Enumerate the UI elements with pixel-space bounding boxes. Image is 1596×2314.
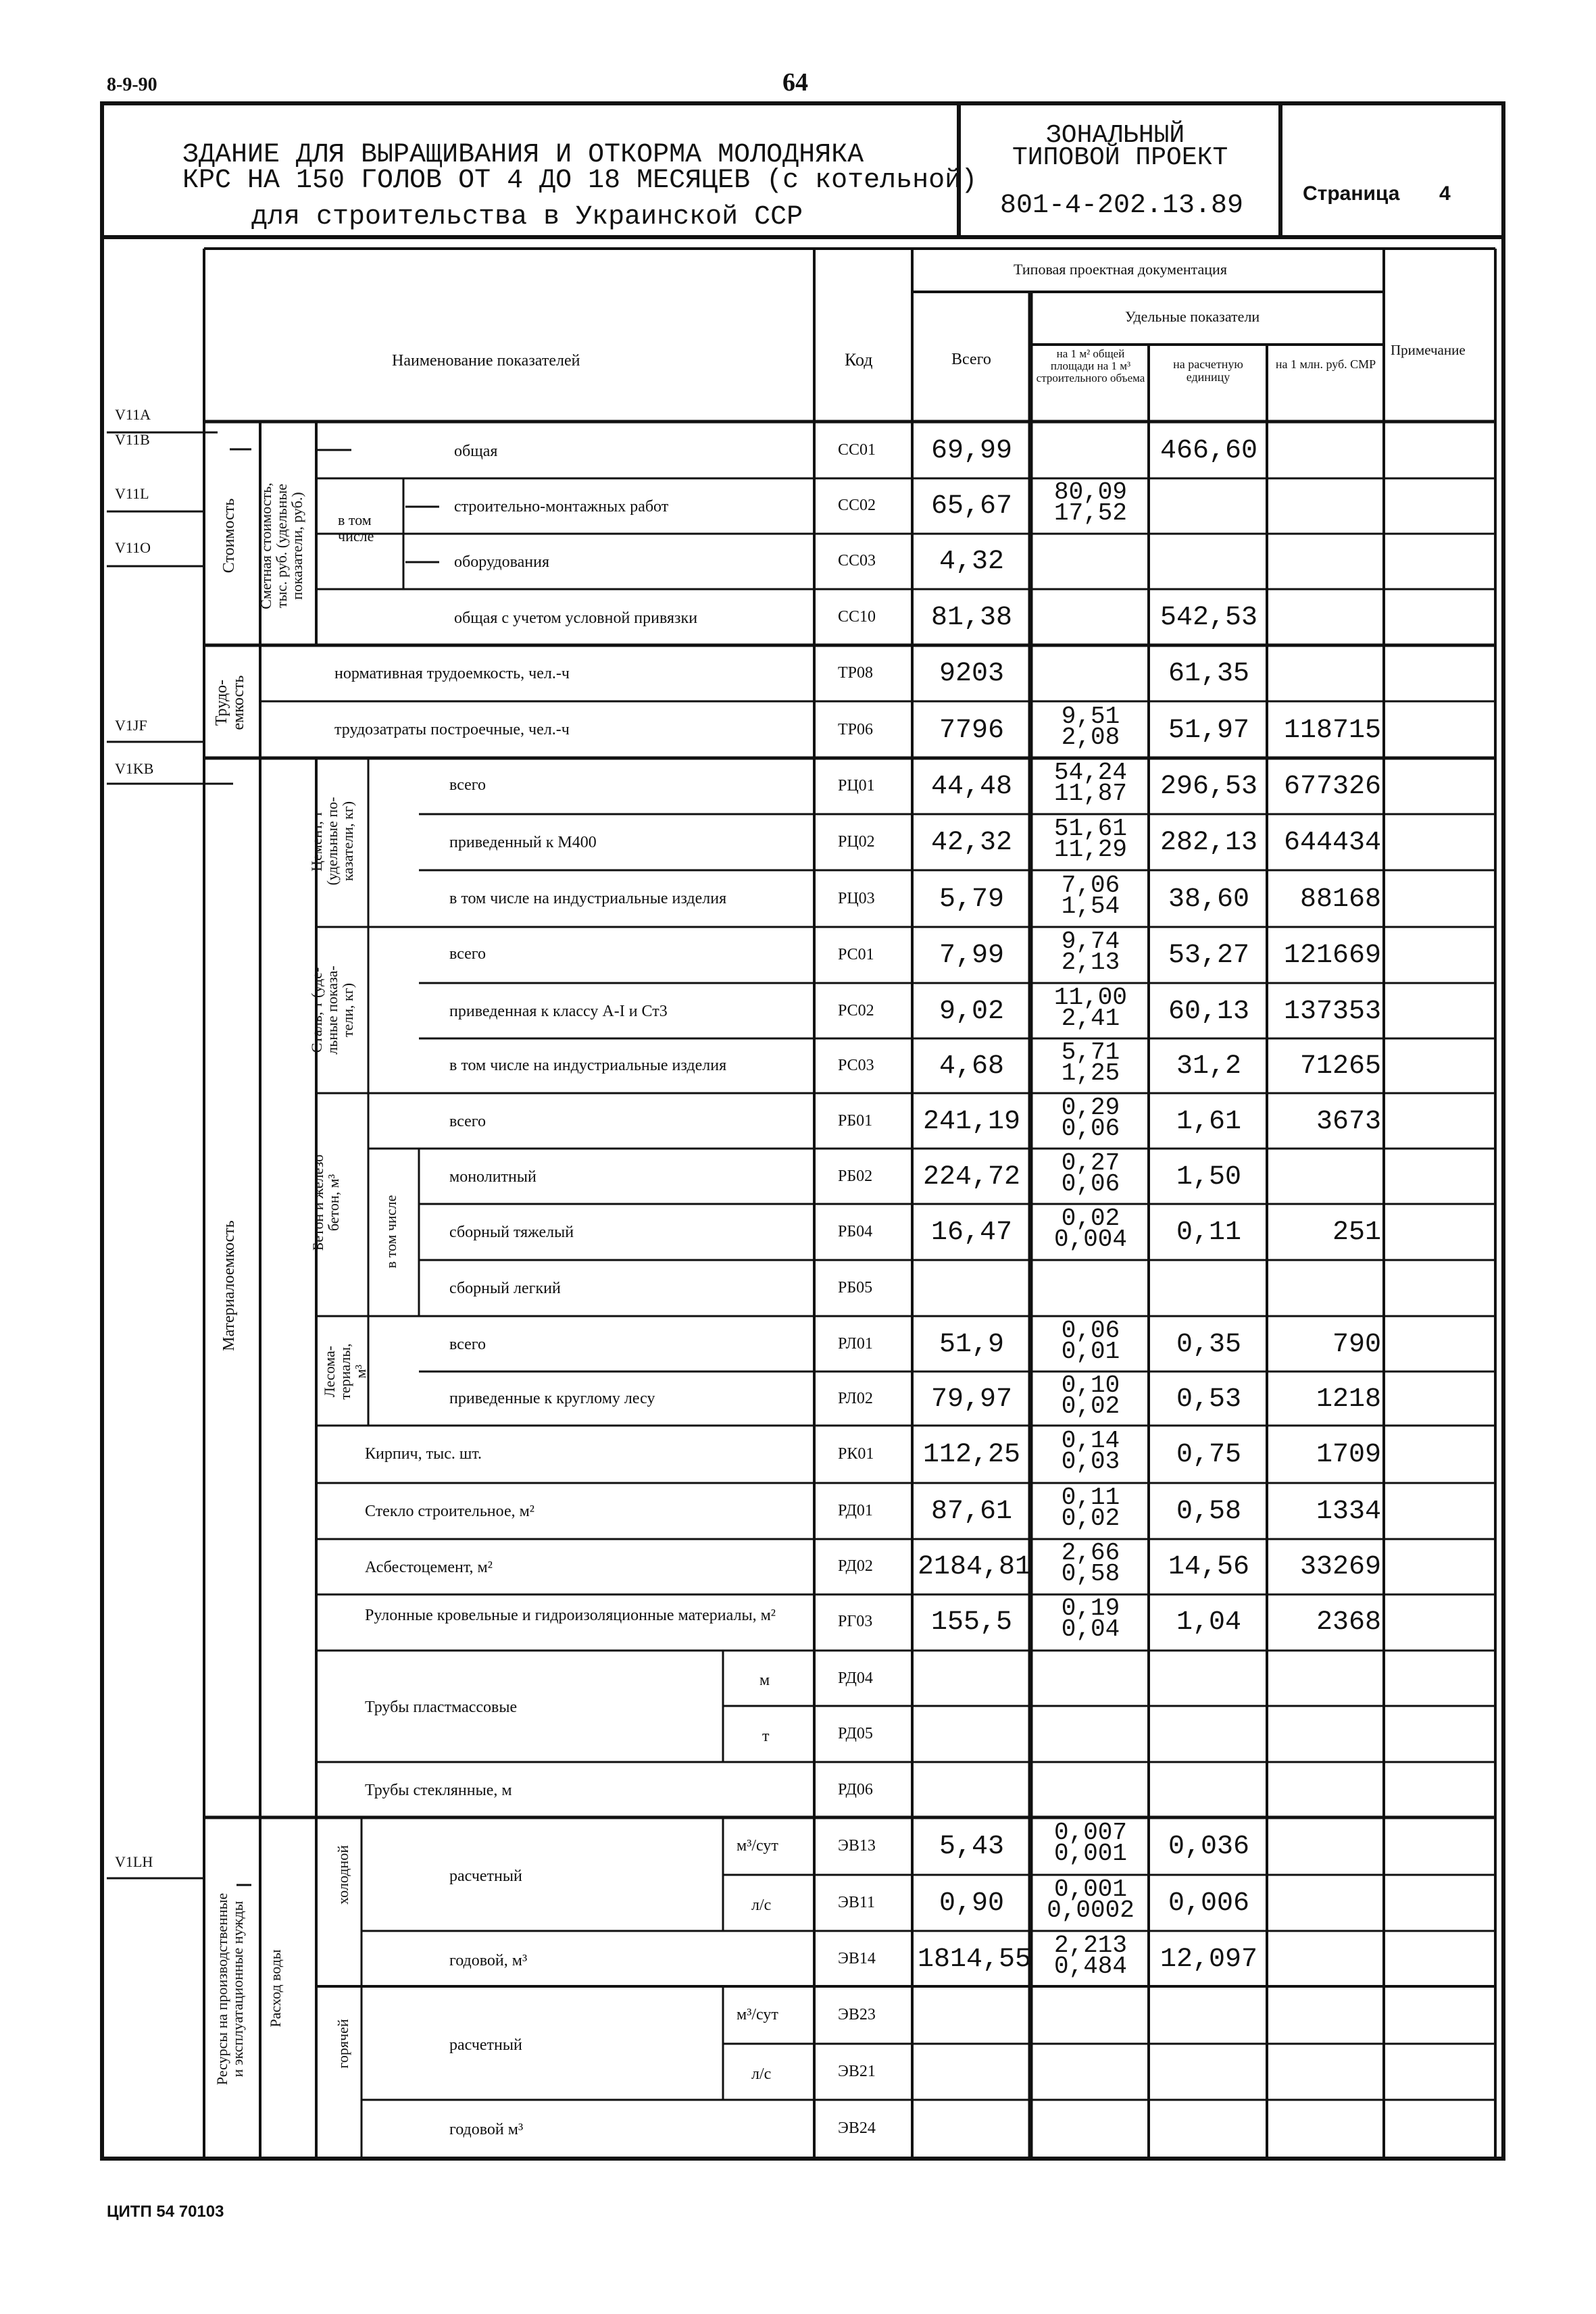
- value-per-m2-volume: 0,02: [1061, 1392, 1120, 1420]
- value-per-m2-volume: 0,06: [1061, 1169, 1120, 1198]
- value-per-mln: 644434: [1283, 828, 1381, 858]
- header-code: Код: [845, 350, 873, 370]
- row-code: ЭВ24: [838, 2119, 876, 2137]
- value-per-m2-area: 9,74: [1061, 928, 1120, 955]
- row-name: всего: [449, 945, 487, 963]
- row-code: СС03: [838, 552, 876, 570]
- value-per-mln: 2368: [1316, 1607, 1381, 1638]
- group-labor: Трудо- емкость: [213, 675, 248, 730]
- value-per-unit: 466,60: [1159, 436, 1258, 466]
- value-per-m2-volume: 2,08: [1061, 723, 1120, 751]
- row-code: РГ03: [838, 1613, 873, 1630]
- margin-code: V11B: [115, 431, 150, 448]
- project-code: 801-4-202.13.89: [1000, 191, 1244, 221]
- value-per-mln: 1334: [1316, 1496, 1381, 1527]
- group-resources: Ресурсы на производственные и эксплуатационные нужды: [214, 1892, 247, 2086]
- value-per-unit: 1,61: [1176, 1107, 1241, 1137]
- value-per-m2-area: 0,27: [1061, 1149, 1120, 1177]
- value-per-m2: [1032, 1876, 1149, 1924]
- row-name: приведенный к М400: [449, 834, 597, 851]
- value-per-m2-volume: 0,06: [1061, 1114, 1120, 1142]
- value-per-m2-volume: 17,52: [1053, 499, 1128, 527]
- value-per-m2-volume: 2,13: [1061, 948, 1120, 976]
- value-per-mln: 677326: [1283, 772, 1381, 802]
- value-per-m2-area: 11,00: [1053, 984, 1128, 1011]
- row-name: расчетный: [449, 2036, 522, 2054]
- row-code: СС10: [838, 608, 876, 626]
- row-code: ТР06: [838, 721, 874, 738]
- value-per-m2: [1032, 1539, 1149, 1588]
- value-per-m2: [1032, 703, 1149, 751]
- value-per-unit: 1,04: [1176, 1607, 1241, 1638]
- value-per-m2: [1032, 1484, 1149, 1532]
- row-name: оборудования: [454, 553, 549, 571]
- header-specific: Удельные показатели: [1125, 308, 1260, 325]
- row-code: РД05: [838, 1725, 873, 1742]
- row-code: РД04: [838, 1669, 873, 1687]
- value-per-m2-volume: 2,41: [1061, 1004, 1120, 1032]
- row-name: расчетный: [449, 1867, 522, 1885]
- row-code: ЭВ23: [838, 2006, 876, 2023]
- value-per-mln: 137353: [1283, 997, 1381, 1027]
- value-per-m2-area: 0,14: [1061, 1427, 1120, 1455]
- value-per-unit: 12,097: [1159, 1944, 1258, 1975]
- value-per-unit: 0,53: [1176, 1384, 1241, 1415]
- row-code: РБ04: [838, 1223, 873, 1240]
- header-per-unit: на расчетную единицу: [1173, 357, 1243, 384]
- value-per-m2: [1032, 1149, 1149, 1198]
- row-name: Асбестоцемент, м²: [365, 1559, 493, 1576]
- row-code: РЦ03: [838, 890, 875, 907]
- group-concrete-incl: в том числе: [382, 1194, 399, 1269]
- value-per-m2-area: 0,001: [1053, 1876, 1128, 1903]
- row-code: РБ02: [838, 1167, 873, 1185]
- row-name: трудозатраты построечные, чел.-ч: [334, 721, 570, 738]
- value-per-unit: 296,53: [1159, 772, 1258, 802]
- group-hot: горячей: [334, 2019, 351, 2069]
- row-name: всего: [449, 1113, 487, 1130]
- row-name: приведенные к круглому лесу: [449, 1390, 655, 1407]
- row-code: РД02: [838, 1557, 873, 1575]
- row-name: всего: [449, 776, 487, 794]
- value-per-mln: 118715: [1283, 715, 1381, 746]
- value-per-unit: 0,006: [1168, 1888, 1250, 1919]
- margin-code: V11A: [115, 406, 151, 423]
- row-name: всего: [449, 1336, 487, 1353]
- header-typical-docs: Типовая проектная документация: [1014, 261, 1227, 278]
- value-per-mln: 251: [1332, 1217, 1381, 1248]
- group-timber: Лесома- териалы, м³: [321, 1343, 370, 1400]
- value-per-m2-volume: 0,03: [1061, 1447, 1120, 1476]
- row-name: общая: [454, 443, 498, 460]
- value-per-m2: [1032, 1594, 1149, 1643]
- header-per-m2: на 1 м² общей площади на 1 м³ строительного объема: [1036, 347, 1145, 384]
- value-per-m2: [1032, 1038, 1149, 1087]
- header-note: Примечание: [1391, 342, 1466, 358]
- value-per-m2-volume: 0,0002: [1047, 1896, 1134, 1924]
- value-per-m2-volume: 1,54: [1061, 892, 1120, 920]
- value-total: 51,9: [939, 1330, 1004, 1360]
- value-per-m2-volume: 0,001: [1053, 1839, 1128, 1867]
- value-per-m2: [1032, 1094, 1149, 1142]
- value-total: 42,32: [930, 828, 1013, 858]
- title-line-2: КРС НА 150 ГОЛОВ ОТ 4 ДО 18 МЕСЯЦЕВ (с котельной): [182, 166, 978, 196]
- row-code: РБ01: [838, 1112, 873, 1130]
- value-per-unit: 0,35: [1176, 1330, 1241, 1360]
- value-per-m2-area: 54,24: [1053, 759, 1128, 786]
- value-per-mln: 1709: [1316, 1440, 1381, 1470]
- value-per-m2: [1032, 1427, 1149, 1476]
- group-cost: Стоимость: [220, 498, 238, 574]
- row-name: нормативная трудоемкость, чел.-ч: [334, 665, 570, 682]
- value-per-m2: [1032, 1205, 1149, 1253]
- value-total: 65,67: [930, 491, 1013, 522]
- value-total: 1814,55: [918, 1944, 1032, 1975]
- row-code: РД06: [838, 1781, 873, 1799]
- group-cement: Цемент, т (удельные по- казатели, кг): [308, 797, 357, 886]
- value-per-m2-volume: 11,29: [1053, 835, 1128, 863]
- row-name: Стекло строительное, м²: [365, 1503, 534, 1520]
- row-unit: л/с: [751, 1896, 772, 1914]
- value-per-unit: 51,97: [1168, 715, 1250, 746]
- value-total: 9,02: [939, 997, 1004, 1027]
- sheet-label: Страница: [1303, 182, 1400, 205]
- value-per-m2: [1032, 815, 1149, 863]
- value-total: 241,19: [922, 1107, 1021, 1137]
- value-per-m2-area: 0,11: [1061, 1484, 1120, 1511]
- value-total: 87,61: [930, 1496, 1013, 1527]
- value-per-unit: 0,58: [1176, 1496, 1241, 1527]
- margin-code: V1JF: [115, 717, 147, 734]
- row-name: годовой, м³: [449, 1952, 528, 1969]
- value-per-mln: 121669: [1283, 940, 1381, 971]
- group-cost-sub: Сметная стоимость, тыс. руб. (удельные показатели, руб.): [257, 482, 306, 609]
- value-total: 4,32: [939, 547, 1004, 577]
- row-name: сборный тяжелый: [449, 1224, 574, 1241]
- value-total: 79,97: [930, 1384, 1013, 1415]
- group-materials: Материалоемкость: [220, 1220, 238, 1351]
- row-name: Рулонные кровельные и гидроизоляционные материалы, м²: [365, 1607, 776, 1624]
- header-name: Наименование показателей: [392, 352, 580, 370]
- row-name: приведенная к классу А-I и Ст3: [449, 1003, 668, 1020]
- value-per-unit: 61,35: [1168, 659, 1250, 689]
- margin-code: V11L: [115, 485, 149, 502]
- margin-code: V11O: [115, 539, 151, 556]
- margin-code: V1LH: [115, 1853, 153, 1870]
- value-per-unit: 14,56: [1168, 1552, 1250, 1582]
- value-per-unit: 38,60: [1168, 884, 1250, 915]
- value-per-mln: 1218: [1316, 1384, 1381, 1415]
- row-unit: л/с: [751, 2065, 772, 2083]
- value-per-mln: 33269: [1299, 1552, 1381, 1582]
- footer-code: ЦИТП 54 70103: [107, 2203, 224, 2221]
- value-per-unit: 31,2: [1176, 1051, 1241, 1082]
- value-total: 224,72: [922, 1162, 1021, 1192]
- value-per-m2-area: 51,61: [1053, 815, 1128, 842]
- row-code: РЦ01: [838, 777, 875, 795]
- title-line-3: для строительства в Украинской ССР: [251, 202, 803, 232]
- row-code: РК01: [838, 1445, 874, 1463]
- value-per-m2: [1032, 928, 1149, 976]
- value-per-m2-area: 0,02: [1061, 1205, 1120, 1232]
- value-per-m2: [1032, 984, 1149, 1032]
- value-per-unit: 282,13: [1159, 828, 1258, 858]
- value-per-m2: [1032, 478, 1149, 527]
- row-name: общая с учетом условной привязки: [454, 609, 698, 627]
- value-per-m2: [1032, 1932, 1149, 1980]
- row-code: РС03: [838, 1057, 874, 1074]
- row-code: РД01: [838, 1502, 873, 1519]
- value-per-m2-area: 80,09: [1053, 478, 1128, 506]
- value-total: 112,25: [922, 1440, 1021, 1470]
- row-code: СС02: [838, 497, 876, 514]
- value-total: 0,90: [939, 1888, 1004, 1919]
- value-per-unit: 0,75: [1176, 1440, 1241, 1470]
- value-per-m2-area: 9,51: [1061, 703, 1120, 730]
- value-per-m2-volume: 0,484: [1053, 1952, 1128, 1980]
- value-per-m2-volume: 1,25: [1061, 1059, 1120, 1087]
- row-name: Трубы стеклянные, м: [365, 1782, 512, 1799]
- row-name: Кирпич, тыс. шт.: [365, 1445, 482, 1463]
- value-per-mln: 790: [1332, 1330, 1381, 1360]
- value-per-mln: 3673: [1316, 1107, 1381, 1137]
- value-per-m2-area: 5,71: [1061, 1038, 1120, 1066]
- sheet-number: 4: [1439, 182, 1451, 205]
- project-line-1: ЗОНАЛЬНЫЙ: [1046, 121, 1185, 150]
- value-total: 44,48: [930, 772, 1013, 802]
- value-per-m2: [1032, 1372, 1149, 1420]
- value-per-unit: 0,11: [1176, 1217, 1241, 1248]
- row-code: РС01: [838, 946, 874, 963]
- row-unit: м³/сут: [737, 2006, 778, 2023]
- margin-code: V1KB: [115, 760, 154, 777]
- value-per-m2-volume: 11,87: [1053, 779, 1128, 807]
- group-water: Расход воды: [267, 1949, 284, 2028]
- group-cold: холодной: [334, 1845, 351, 1905]
- row-name: в том числе на индустриальные изделия: [449, 890, 727, 907]
- value-per-m2-area: 0,29: [1061, 1094, 1120, 1122]
- group-incl: в том числе: [338, 511, 374, 545]
- value-per-unit: 60,13: [1168, 997, 1250, 1027]
- value-per-unit: 53,27: [1168, 940, 1250, 971]
- row-name: строительно-монтажных работ: [454, 498, 669, 515]
- group-steel: Сталь, т (уде- льные показа- тели, кг): [308, 965, 357, 1055]
- row-code: РЛ01: [838, 1335, 873, 1353]
- row-name: годовой м³: [449, 2121, 524, 2138]
- value-per-m2-volume: 0,04: [1061, 1615, 1120, 1643]
- value-total: 7,99: [939, 940, 1004, 971]
- value-per-m2-volume: 0,58: [1061, 1559, 1120, 1588]
- value-total: 155,5: [930, 1607, 1013, 1638]
- row-code: ЭВ14: [838, 1950, 876, 1967]
- group-concrete: Бетон и железо бетон, м³: [309, 1154, 343, 1251]
- value-per-m2-volume: 0,004: [1053, 1225, 1128, 1253]
- value-total: 69,99: [930, 436, 1013, 466]
- row-name: сборный легкий: [449, 1280, 561, 1297]
- row-name: монолитный: [449, 1168, 537, 1186]
- row-code: РС02: [838, 1002, 874, 1020]
- row-code: РБ05: [838, 1279, 873, 1297]
- document-date: 8-9-90: [107, 74, 157, 95]
- value-per-unit: 1,50: [1176, 1162, 1241, 1192]
- value-total: 81,38: [930, 603, 1013, 633]
- row-name: Трубы пластмассовые: [365, 1699, 518, 1716]
- value-per-m2-volume: 0,02: [1061, 1504, 1120, 1532]
- value-total: 16,47: [930, 1217, 1013, 1248]
- value-per-m2-area: 2,213: [1053, 1932, 1128, 1959]
- value-total: 9203: [939, 659, 1004, 689]
- value-total: 7796: [939, 715, 1004, 746]
- value-total: 5,79: [939, 884, 1004, 915]
- value-per-m2-area: 0,06: [1061, 1317, 1120, 1344]
- value-per-m2-area: 0,19: [1061, 1594, 1120, 1622]
- header-total: Всего: [951, 351, 991, 368]
- value-per-m2-area: 2,66: [1061, 1539, 1120, 1567]
- value-total: 5,43: [939, 1832, 1004, 1862]
- value-per-unit: 0,036: [1168, 1832, 1250, 1862]
- row-code: ЭВ11: [838, 1894, 875, 1911]
- project-line-2: ТИПОВОЙ ПРОЕКТ: [1012, 143, 1228, 172]
- value-per-m2: [1032, 1317, 1149, 1365]
- title-line-1: ЗДАНИЕ ДЛЯ ВЫРАЩИВАНИЯ И ОТКОРМА МОЛОДНЯКА: [182, 140, 864, 170]
- value-per-m2-area: 0,10: [1061, 1372, 1120, 1399]
- value-per-m2-volume: 0,01: [1061, 1337, 1120, 1365]
- row-code: ЭВ21: [838, 2063, 876, 2080]
- value-per-m2-area: 0,007: [1053, 1819, 1128, 1846]
- header-per-mln: на 1 млн. руб. СМР: [1275, 357, 1376, 371]
- value-per-mln: 88168: [1299, 884, 1381, 915]
- row-name: в том числе на индустриальные изделия: [449, 1057, 727, 1074]
- row-code: РЦ02: [838, 833, 875, 851]
- value-per-m2: [1032, 759, 1149, 807]
- row-code: ЭВ13: [838, 1837, 876, 1855]
- value-per-mln: 71265: [1299, 1051, 1381, 1082]
- page-number: 64: [782, 68, 808, 97]
- row-code: ТР08: [838, 664, 874, 682]
- row-code: РЛ02: [838, 1390, 873, 1407]
- row-code: СС01: [838, 441, 876, 459]
- row-unit: м³/сут: [737, 1837, 778, 1855]
- value-total: 4,68: [939, 1051, 1004, 1082]
- value-per-unit: 542,53: [1159, 603, 1258, 633]
- value-total: 2184,81: [918, 1552, 1032, 1582]
- value-per-m2: [1032, 1819, 1149, 1867]
- row-unit: т: [762, 1728, 770, 1745]
- value-per-m2: [1032, 872, 1149, 920]
- value-per-m2-area: 7,06: [1061, 872, 1120, 899]
- row-unit: м: [759, 1671, 770, 1689]
